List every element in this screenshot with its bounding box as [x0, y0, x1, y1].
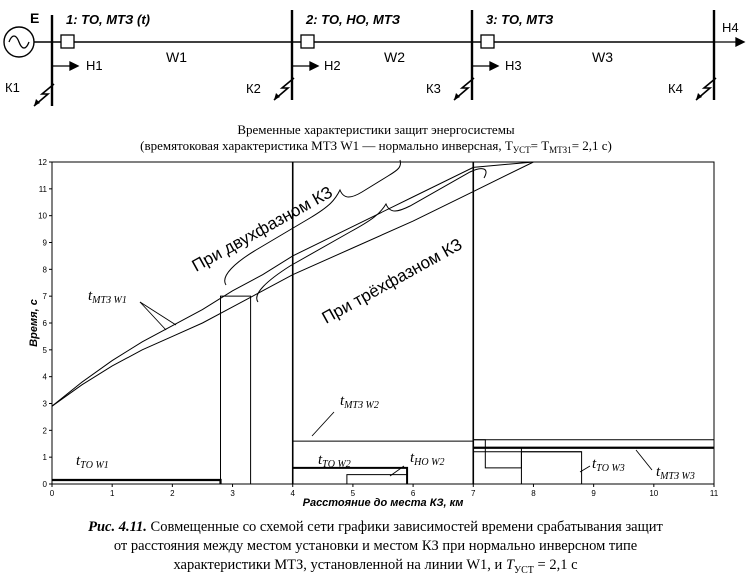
chart	[28, 158, 719, 509]
t-mtz-w3-label: $t_{МТЗ W3}$	[656, 464, 695, 482]
x-tick-label: 2	[170, 489, 175, 498]
fault-k1-label: К1	[5, 80, 20, 95]
x-tick-label: 9	[591, 489, 596, 498]
x-tick-label: 4	[290, 489, 295, 498]
sine-icon	[9, 36, 29, 48]
y-tick-label: 7	[42, 292, 47, 302]
t-no-w2-label: $t_{НО W2}$	[410, 450, 445, 468]
caption-line-3: характеристики МТЗ, установленной на линии W1, и	[173, 557, 506, 573]
caption-line-1: Совмещенные со схемой сети графики зависимостей времени срабатывания защит	[146, 519, 663, 535]
series-line-12	[473, 440, 521, 468]
t-to-w3-label: $t_{ТО W3}$	[592, 456, 625, 474]
y-tick-label: 0	[42, 480, 47, 489]
fault-k3-label: К3	[426, 81, 441, 96]
t-to-w1-label: $t_{ТО W1}$	[76, 453, 109, 471]
y-tick-label: 8	[42, 265, 47, 275]
x-axis-label: Расстояние до места КЗ, км	[302, 497, 464, 509]
breaker-2-icon	[301, 35, 314, 48]
x-tick-label: 10	[649, 489, 659, 498]
breaker-3-icon	[481, 35, 494, 48]
t-mtz-w2-label: $t_{МТЗ W2}$	[340, 393, 379, 411]
series-line-11	[521, 452, 581, 484]
relay-2-label: 2: ТО, НО, МТЗ	[306, 12, 401, 27]
line-w3-label: W3	[592, 49, 613, 65]
y-tick-label: 9	[42, 238, 47, 248]
x-tick-label: 0	[49, 489, 55, 498]
load-label-h2: Н2	[324, 58, 341, 73]
series-line-7	[347, 475, 407, 484]
y-tick-label: 5	[42, 345, 47, 355]
relay-1-label: 1: ТО, МТЗ (t)	[66, 12, 150, 27]
y-tick-label: 12	[38, 158, 47, 167]
y-tick-label: 4	[42, 372, 47, 382]
line-w1-label: W1	[166, 49, 187, 65]
x-tick-label: 8	[531, 489, 536, 498]
chart-title: Временные характеристики защит энергосистемы	[237, 122, 515, 137]
load-label-h4: Н4	[722, 20, 739, 35]
x-tick-label: 5	[350, 489, 356, 498]
x-tick-label: 1	[109, 489, 115, 498]
x-tick-label: 3	[230, 489, 235, 498]
y-tick-label: 1	[42, 453, 47, 463]
two-phase-label: При двухфазном КЗ	[188, 182, 336, 276]
series-line-4	[221, 296, 251, 484]
x-tick-label: 7	[471, 489, 476, 498]
fault-k2-label: К2	[246, 81, 261, 96]
y-tick-label: 11	[38, 184, 47, 194]
y-tick-label: 3	[42, 399, 47, 409]
breaker-1-icon	[61, 35, 74, 48]
load-label-h1: Н1	[86, 58, 103, 73]
y-tick-label: 10	[38, 211, 47, 221]
y-axis-label: Время, с	[28, 299, 40, 347]
t-mtz-w1-label: $t_{МТЗ W1}$	[88, 288, 127, 306]
y-tick-label: 6	[42, 319, 47, 328]
x-tick-label: 11	[709, 489, 719, 498]
source-label: E	[30, 10, 40, 26]
figure-caption: Рис. 4.11. Совмещенные со схемой сети графики зависимостей времени срабатывания защит от расстояния между местом установки и местом КЗ при нормально инверсном типе характеристики МТЗ, установленной на линии W1, и $Т_{УСТ} = 2,1$ с	[20, 518, 731, 580]
relay-3-label: 3: ТО, МТЗ	[486, 12, 554, 27]
series-layer	[52, 162, 714, 484]
t-to-w2-label: $t_{ТО W2}$	[318, 452, 351, 470]
chart-subtitle: (времятоковая характеристика МТЗ W1 — нормально инверсная, $Т_{УСТ}= Т_{МТЗ1}= 2,1$ с)	[140, 138, 612, 155]
load-label-h3: Н3	[505, 58, 522, 73]
plot-area	[52, 162, 714, 484]
y-tick-label: 2	[42, 426, 47, 436]
line-w2-label: W2	[384, 49, 405, 65]
caption-number: Рис. 4.11.	[88, 519, 147, 535]
caption-line-2: от расстояния между местом установки и местом КЗ при нормально инверсном типе	[113, 538, 638, 554]
x-tick-label: 6	[410, 489, 416, 498]
network-scheme	[4, 10, 744, 106]
fault-k4-label: К4	[668, 81, 683, 96]
three-phase-label: При трёхфазном КЗ	[318, 234, 466, 328]
series-line-6	[293, 468, 407, 484]
series-line-3	[52, 480, 221, 484]
